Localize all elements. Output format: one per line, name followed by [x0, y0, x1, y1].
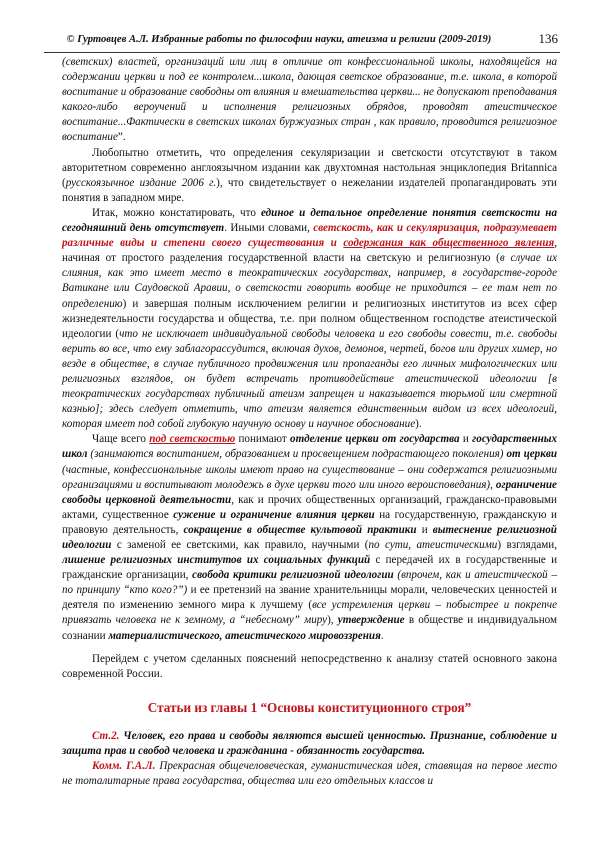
emphasis-bold-italic: сокращение в обществе культовой практики: [183, 523, 417, 536]
text-run: и: [421, 523, 428, 536]
text-run-italic: (занимаются воспитанием, образованием и просвещением подрастающего поколения): [90, 448, 504, 461]
text-run: .: [380, 629, 384, 642]
text-run: Чаще всего: [92, 433, 146, 446]
text-run: ) взглядами,: [497, 539, 557, 551]
paragraph-transition: Перейдем с учетом сделанных пояснений непосредственно к анализу статей основного закона современной России.: [62, 652, 557, 680]
text-run-italic: (частные, конфессиональные школы имеют право на существование – они содержатся религиозными организациями и воспитывают молодежь в духе церкви того или иного вероисповедания): [62, 463, 557, 491]
quote-text: (светских) властей, организаций или лиц в отличие от конфессиональной школы, находящейся на содержании церкви и под ее контролем...школа, дающая светское образование, т.е. школа, в которой воспитание и образование свободны от влияния и вмешательства церкви... не допускают преподавания какого-либо вероучений и исполнения религиозных обрядов, проводят атеистическое воспитание...Фактически в светских школах буржуазных стран , как правило, проводится религиозное воспитание: [62, 56, 557, 144]
section-title: Статьи из главы 1 “Основы конституционного строя”: [147, 699, 472, 715]
text-run: ) и завершая полным исключением религии и религиозных институтов из всех сфер жизнедеятельности государства и общества, т.е. при полном общественном господстве атеистической идеологии (: [62, 297, 557, 340]
text-run: с заменой ее светскими, как правило, научными (: [116, 539, 369, 551]
emphasis-bold-italic: материалистического, атеистического мировоззрения: [108, 629, 381, 642]
text-run: Итак, можно констатировать, что: [92, 206, 256, 219]
quote-end: ”.: [117, 131, 126, 144]
document-body: [62, 55, 557, 789]
text-run: ), что свидетельствует о нежелании издателей пропагандировать эти понятия в западном мире.: [62, 176, 557, 204]
text-run-italic: (впрочем, как и атеистической – по принципу “кто кого?”): [62, 569, 557, 597]
paragraph-definition: [62, 206, 557, 432]
text-run: ,: [490, 478, 493, 491]
article-text: Человек, его права и свободы являются высшей ценностью. Признание, соблюдение и защита прав и свобод человека и гражданина - обязанность государства.: [62, 729, 557, 758]
emphasis-bold-italic: вытеснение религиозной идеологии: [62, 523, 557, 551]
text-run: , начиная от простого разделения государственной власти на светскую и религиозную (: [62, 237, 557, 265]
text-run-italic: все устремления церкви – побыстрее и покрепче привязать человека не к земному, а “небесному” миру: [62, 599, 558, 627]
text-run-italic: что не исключает индивидуальной свободы человека и его свободы совести, т.е. свободы верить во все, что ему заблагорассудится, включая духов, демонов, чертей, богов или других химер, но везде в обществе, в случае публичного продвижения или пропаганды его личных мифологических или религиозных взглядов, он будет встречать противодействие атеистической идеологии [в теократических государствах публичный атеизм запрещен и наказывается тюрьмой или смертной казнью]; здесь следует отметить, что атеизм является единственным видом из всех идеологий, которая имеет под собой глубокую научную основу и научное обоснование: [62, 327, 557, 431]
emphasis-bold-italic: утверждение: [337, 614, 405, 627]
comment-label: Комм. Г.А.Л.: [92, 760, 156, 773]
text-run-italic: по сути, атеистическими: [368, 539, 498, 551]
emphasis-bold-italic: государственных школ: [62, 433, 558, 461]
emphasis-red-underlined: под светскостью: [149, 433, 236, 446]
page-number: 136: [538, 31, 558, 46]
text-run: с передачей их в государственные и гражданские организации,: [62, 554, 558, 582]
text-run: Любопытно отметить, что определения секуляризации и светскости отсутствуют в таком авторитетном современно англоязычном издании как двухтомная настольная энциклопедия Britannica (: [62, 146, 557, 189]
text-run: ),: [327, 614, 334, 627]
emphasis-bold-italic: от церкви: [506, 448, 557, 461]
emphasis-bold-italic: отделение церкви от государства: [290, 433, 460, 446]
text-run-italic: русскоязычное издание 2006 г.: [65, 176, 217, 189]
emphasis-bold-italic: единое и детальное определение понятия светскости на сегодняшний день отсутствует: [62, 206, 557, 235]
emphasis-red-underlined: содержания как общественного явления: [343, 237, 555, 250]
text-run: и ее претензий на звание хранительницы морали, человеческих ценностей и деятеля по изменению земного мира к лучшему (: [62, 584, 557, 612]
text-run: на государственную, гражданскую и правовую деятельность,: [62, 508, 557, 536]
emphasis-bold-italic: лишение религиозных институтов их социальных функций: [62, 554, 371, 567]
text-run-italic: в случае их слияния, как это имеет место в теократических государствах, например, в государстве-городе Ватикане или Саудовской Аравии, о светскости говорить вообще не приходится – ее там нет по определению: [62, 252, 558, 310]
text-run: понимают: [238, 433, 287, 446]
text-run: , как и прочих общественных организаций, гражданско-правовыми актами, существенное: [62, 493, 557, 521]
comment-text: Прекрасная общечеловеческая, гуманистическая идея, ставящая на первое место не тоталитарные права государства, общества или его отдельных классов и: [62, 760, 558, 788]
header-title: © Гуртовцев А.Л. Избранные работы по философии науки, атеизма и религии (2009-2019): [66, 34, 492, 45]
text-run: . Иными словами,: [224, 222, 310, 235]
paragraph-quote-end: [62, 55, 557, 146]
emphasis-red: светскость, как и секуляризация, подразумевает различные виды и степени своего существования и: [62, 222, 558, 250]
commentary: [62, 759, 557, 789]
text-run: в обществе и индивидуальном сознании: [62, 614, 558, 642]
paragraph-secularity: [62, 432, 557, 643]
page-header: [44, 30, 560, 53]
text-run: и: [462, 433, 469, 446]
emphasis-bold-italic: ограничение свободы церковной деятельности: [62, 478, 557, 506]
emphasis-bold-italic: сужение и ограничение влияния церкви: [173, 508, 375, 521]
paragraph-britannica: [62, 146, 557, 206]
text-run: ).: [415, 418, 422, 431]
emphasis-bold-italic: свобода критики религиозной идеологии: [192, 569, 394, 582]
article-label: Ст.2.: [92, 729, 120, 742]
article-2: [62, 729, 557, 759]
